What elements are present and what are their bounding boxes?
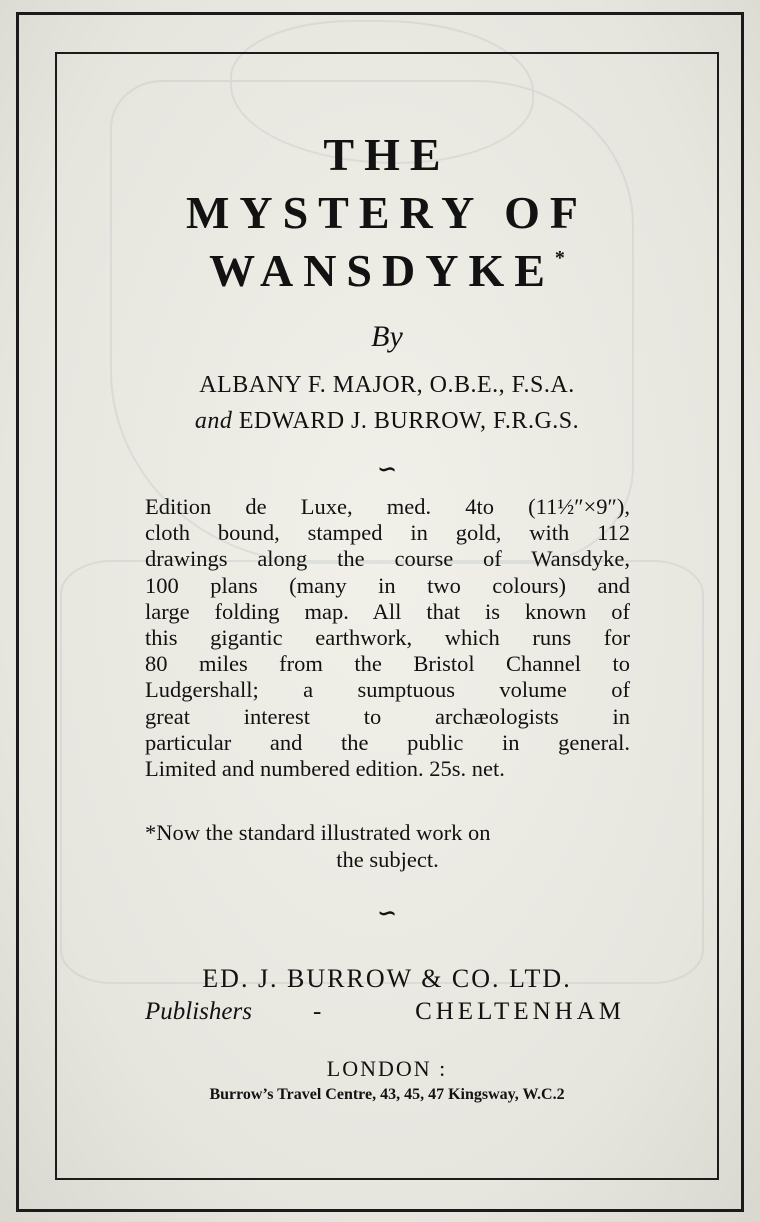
description-line: Limited and numbered edition. 25s. net. [145,756,505,782]
description [145,494,630,782]
author-burrow-line [55,408,719,435]
title-the: THE [323,129,451,180]
advertisement-panel [55,52,719,1180]
description-line: 100 plans (many in two colours) and [145,572,630,598]
ornament-divider-top: ∽ [376,457,398,483]
ornament-divider-bottom: ∽ [376,901,398,927]
title-line-the [55,129,719,180]
description-line: Ludgershall; a sumptuous volume of [145,677,630,703]
footnote [145,819,630,873]
publishers-label: Publishers [145,998,252,1025]
london-address: Burrow’s Travel Centre, 43, 45, 47 Kingsway, W.C.2 [209,1086,565,1103]
author-burrow: EDWARD J. BURROW, F.R.G.S. [238,408,580,434]
author-conjunction: and [194,408,233,434]
title-asterisk: * [554,247,565,269]
footnote-line-2: the subject. [336,847,439,872]
description-line: great interest to archæologists in [145,703,630,729]
footnote-line-1: *Now the standard illustrated work on [145,820,491,845]
by-line: By [371,320,403,353]
publisher-dash: - [313,998,322,1025]
description-line: this gigantic earthwork, which runs for [145,625,630,651]
description-line: particular and the public in general. [145,729,630,755]
title-wansdyke: WANSDYKE [209,245,555,296]
london-heading: LONDON : [326,1056,448,1081]
title-mystery-of: MYSTERY OF [185,187,589,238]
title-line-wansdyke [55,245,719,296]
title-line-mystery [55,187,719,238]
description-line: 80 miles from the Bristol Channel to [145,651,630,677]
publisher-city: CHELTENHAM [415,998,625,1025]
description-line: Edition de Luxe, med. 4to (11½″×9″), [145,494,630,519]
description-line: drawings along the course of Wansdyke, [145,546,630,572]
description-line: cloth bound, stamped in gold, with 112 [145,520,630,546]
author-major: ALBANY F. MAJOR, O.B.E., F.S.A. [199,372,575,398]
publisher-name: ED. J. BURROW & CO. LTD. [202,964,572,993]
description-line: large folding map. All that is known of [145,598,630,624]
